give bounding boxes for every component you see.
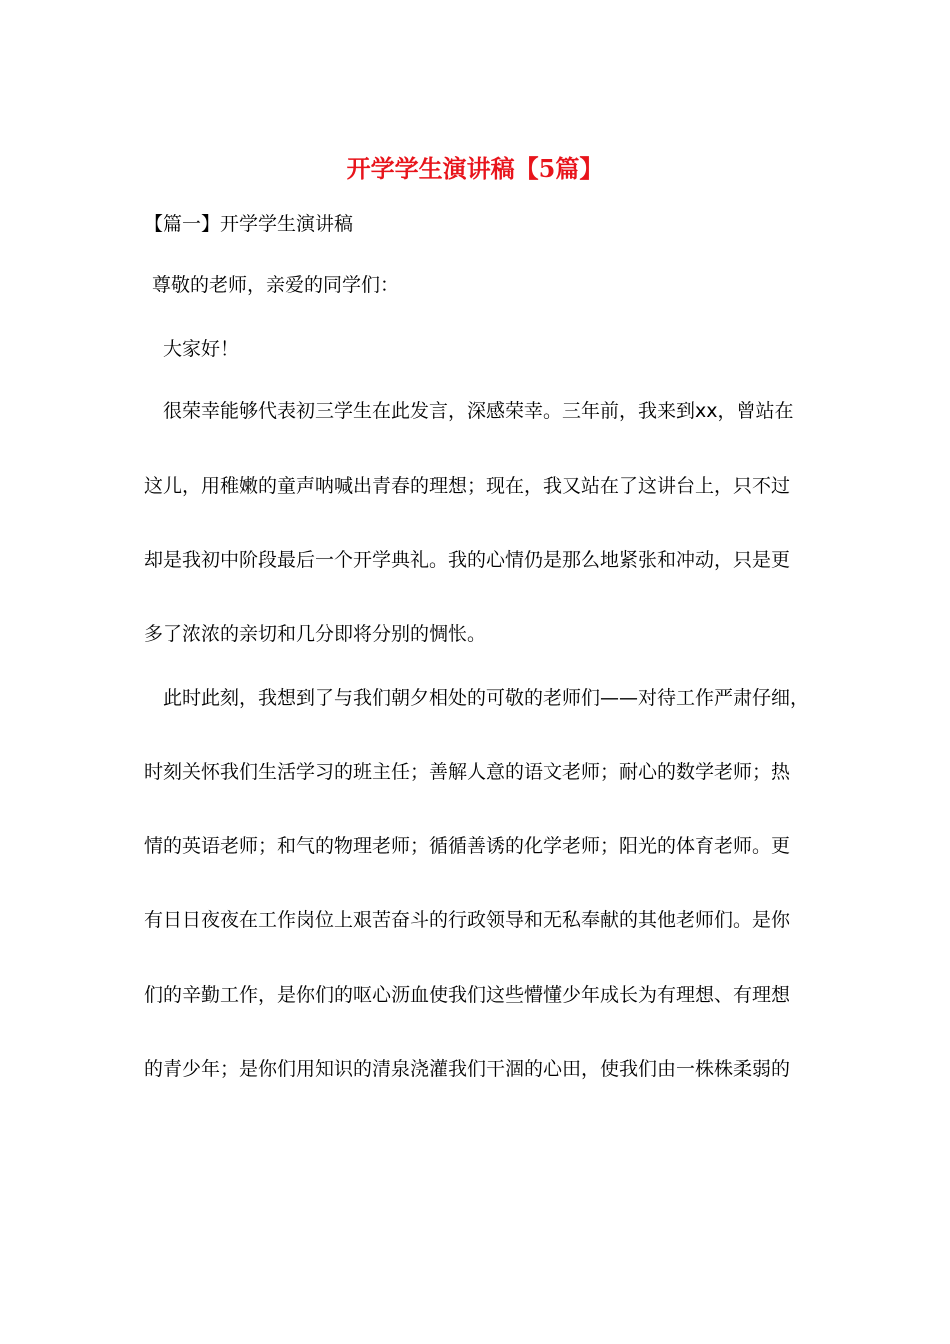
paragraph-line: 时刻关怀我们生活学习的班主任；善解人意的语文老师；耐心的数学老师；热 bbox=[144, 761, 791, 783]
paragraph-line: 很荣幸能够代表初三学生在此发言，深感荣幸。三年前，我来到xx，曾站在 bbox=[163, 400, 794, 422]
paragraph-line: 这儿，用稚嫩的童声呐喊出青春的理想；现在，我又站在了这讲台上，只不过 bbox=[144, 475, 791, 497]
paragraph-line: 此时此刻，我想到了与我们朝夕相处的可敬的老师们——对待工作严肃仔细， bbox=[163, 687, 810, 709]
greeting: 大家好！ bbox=[163, 338, 240, 360]
paragraph-line: 情的英语老师；和气的物理老师；循循善诱的化学老师；阳光的体育老师。更 bbox=[144, 835, 791, 857]
paragraph-line: 却是我初中阶段最后一个开学典礼。我的心情仍是那么地紧张和冲动，只是更 bbox=[144, 549, 791, 571]
salutation: 尊敬的老师，亲爱的同学们： bbox=[152, 274, 400, 296]
paragraph-line: 有日日夜夜在工作岗位上艰苦奋斗的行政领导和无私奉献的其他老师们。是你 bbox=[144, 909, 791, 931]
paragraph-line: 的青少年；是你们用知识的清泉浇灌我们干涸的心田，使我们由一株株柔弱的 bbox=[144, 1058, 791, 1080]
paragraph-line: 多了浓浓的亲切和几分即将分别的惆怅。 bbox=[144, 623, 487, 645]
document-title: 开学学生演讲稿【5篇】 bbox=[346, 154, 604, 183]
paragraph-line: 们的辛勤工作，是你们的呕心沥血使我们这些懵懂少年成长为有理想、有理想 bbox=[144, 984, 791, 1006]
section-heading: 【篇一】开学学生演讲稿 bbox=[144, 213, 354, 235]
